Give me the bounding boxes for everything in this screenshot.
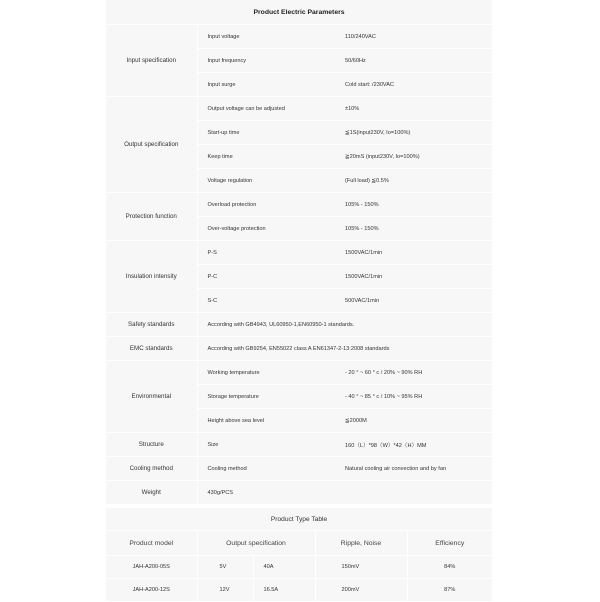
header-product-model: Product model	[106, 531, 197, 556]
item-value: 1500VAC/1min	[345, 265, 492, 289]
item-value: 105% - 150%	[345, 217, 492, 241]
voltage-cell: 12V	[197, 579, 253, 602]
table-row	[106, 193, 492, 217]
ripple-cell: 200mV	[315, 579, 407, 602]
item-value: 500VAC/1min	[345, 289, 492, 313]
table-row	[106, 337, 492, 361]
item-value: - 40 ° ~ 85 ° c / 10% ~ 95% RH	[345, 385, 492, 409]
category-weight: Weight	[106, 481, 197, 505]
table-row	[106, 241, 492, 265]
table-row	[106, 361, 492, 385]
ripple-cell: 150mV	[315, 556, 407, 579]
category-environmental: Environmental	[106, 361, 197, 433]
table-row	[106, 97, 492, 121]
table-row	[106, 313, 492, 337]
item-label: Input surge	[197, 73, 345, 97]
category-emc: EMC standards	[106, 337, 197, 361]
table-row	[106, 25, 492, 49]
item-value: 430g/PCS	[197, 481, 492, 505]
item-value: ≧20mS (input230V, Io=100%)	[345, 145, 492, 169]
category-safety: Safety standards	[106, 313, 197, 337]
table-title-row	[106, 508, 492, 531]
item-value: (Full load) ≦0.5%	[345, 169, 492, 193]
item-label: Size	[197, 433, 345, 457]
item-label: Over-voltage protection	[197, 217, 345, 241]
efficiency-cell: 87%	[407, 579, 492, 602]
category-output-spec: Output specification	[106, 97, 197, 193]
item-value: 160（L）*98（W）*42（H）MM	[345, 433, 492, 457]
item-label: Input voltage	[197, 25, 345, 49]
item-value: According with GB9254, EN55022 class A EN61347-2-13:2008 standards	[197, 337, 492, 361]
item-label: S-C	[197, 289, 345, 313]
item-value: Cold start: /230VAC	[345, 73, 492, 97]
header-ripple-noise: Ripple, Noise	[315, 531, 407, 556]
item-label: Height above sea level	[197, 409, 345, 433]
current-cell: 16.5A	[253, 579, 315, 602]
table-header-row	[106, 531, 492, 556]
params-title: Product Electric Parameters	[106, 0, 492, 25]
table-title-row	[106, 0, 492, 25]
item-label: P-S	[197, 241, 345, 265]
efficiency-cell: 84%	[407, 556, 492, 579]
item-label: Working temperature	[197, 361, 345, 385]
header-output-spec: Output specification	[197, 531, 315, 556]
item-value: - 20 ° ~ 60 ° c / 20% ~ 90% RH	[345, 361, 492, 385]
item-label: Output voltage can be adjusted	[197, 97, 345, 121]
product-type-table	[106, 508, 492, 602]
electric-parameters-table	[106, 0, 492, 505]
item-label: Storage temperature	[197, 385, 345, 409]
item-label: Overload protection	[197, 193, 345, 217]
item-value: According with GB4943, UL60950-1,EN60950-1 standards.	[197, 313, 492, 337]
table-row	[106, 556, 492, 579]
item-value: 105% - 150%	[345, 193, 492, 217]
model-cell: JAH-A200-05S	[106, 556, 197, 579]
item-value: ≦2000M	[345, 409, 492, 433]
table-row	[106, 579, 492, 602]
item-value: 1500VAC/1min	[345, 241, 492, 265]
item-label: Cooling method	[197, 457, 345, 481]
category-cooling: Cooling method	[106, 457, 197, 481]
category-protection: Protection function	[106, 193, 197, 241]
category-structure: Structure	[106, 433, 197, 457]
item-value: Natural cooling air convection and by fan	[345, 457, 492, 481]
item-value: 110/240VAC	[345, 25, 492, 49]
header-efficiency: Efficiency	[407, 531, 492, 556]
item-value: ±10%	[345, 97, 492, 121]
item-value: 50/60Hz	[345, 49, 492, 73]
category-insulation: Insulation intensity	[106, 241, 197, 313]
table-row	[106, 433, 492, 457]
current-cell: 40A	[253, 556, 315, 579]
types-title: Product Type Table	[106, 508, 492, 531]
item-value: ≦1S(input230V, Io=100%)	[345, 121, 492, 145]
item-label: P-C	[197, 265, 345, 289]
item-label: Voltage regulation	[197, 169, 345, 193]
model-cell: JAH-A200-12S	[106, 579, 197, 602]
category-input-spec: Input specification	[106, 25, 197, 97]
item-label: Keep time	[197, 145, 345, 169]
item-label: Start-up time	[197, 121, 345, 145]
table-row	[106, 457, 492, 481]
voltage-cell: 5V	[197, 556, 253, 579]
table-row	[106, 481, 492, 505]
item-label: Input frequency	[197, 49, 345, 73]
